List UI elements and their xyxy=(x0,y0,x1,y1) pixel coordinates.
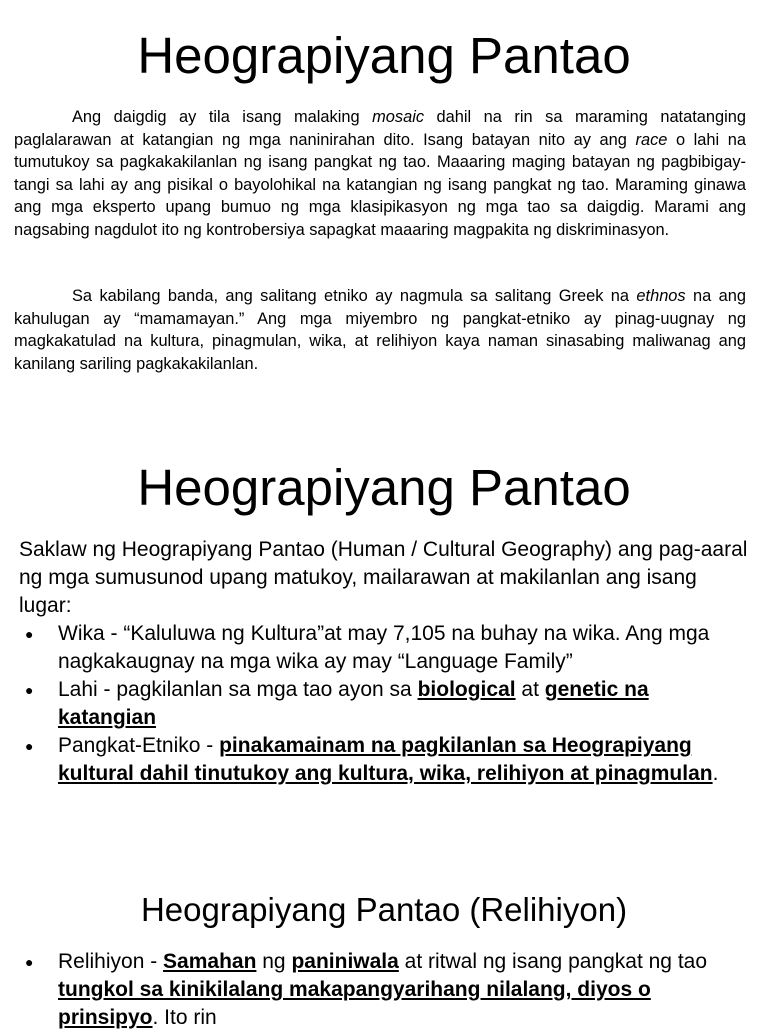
paragraph-text: Sa kabilang banda, ang salitang etniko ay nagmula sa salitang Greek na xyxy=(72,287,637,305)
list-item-lahi xyxy=(19,676,749,732)
religion-list xyxy=(19,948,749,1032)
paragraph-text: na ang kahulugan ay “mamamayan.” Ang mga miyembro ng pangkat-etniko ay pinag-uugnay ng magkakatulad na kultura, pinagmulan, wika, at relihiyon kaya naman sinasabing maliwanag ang kanilang sariling pagkakakilanlan. xyxy=(14,287,746,373)
emphasis-paniniwala: paniniwala xyxy=(291,950,399,973)
list-item-text: . Ito rin xyxy=(152,1006,217,1029)
list-item-text: Lahi - pagkilanlan sa mga tao ayon sa xyxy=(58,678,418,701)
italic-term-mosaic: mosaic xyxy=(372,108,425,126)
list-item-wika xyxy=(19,620,749,676)
list-item-relihiyon xyxy=(19,948,749,1032)
list-item-text: ng xyxy=(256,950,292,973)
list-item-text: Pangkat-Etniko - xyxy=(58,734,220,757)
list-item-text: . xyxy=(712,762,719,785)
emphasis-tungkol: tungkol sa kinikilalang makapangyarihang nilalang, diyos o prinsipyo xyxy=(58,978,651,1029)
section-title-1: Heograpiyang Pantao xyxy=(137,27,631,84)
list-item-text: at xyxy=(515,678,545,701)
italic-term-ethnos: ethnos xyxy=(636,287,686,305)
emphasis-genetic: genetic na katangian xyxy=(58,678,649,729)
paragraph-race xyxy=(14,106,746,241)
paragraph-text: Ang daigdig ay tila isang malaking xyxy=(72,108,373,126)
emphasis-samahan: Samahan xyxy=(163,950,257,973)
topic-list xyxy=(19,620,749,788)
list-item-text: Wika - “Kaluluwa ng Kultura”at may 7,105 na buhay na wika. Ang mga nagkakaugnay na mga wika ay may “Language Family” xyxy=(58,622,710,673)
paragraph-etniko xyxy=(14,285,746,375)
paragraph-text: o lahi na tumutukoy sa pagkakakilanlan ng isang pangkat ng tao. Maaaring maging batayan ng pagbibigay-tangi sa lahi ay ang pisikal o bayolohikal na katangian ng isang pangkat ng tao. Maraming ginawa ang mga eksperto upang bumuo ng mga klasipikasyon ng mga tao sa daigdig. Marami ang nagsabing nagdulot ito ng kontrobersiya sapagkat maaaring magpakita ng diskriminasyon. xyxy=(14,130,746,239)
section-title-2: Heograpiyang Pantao xyxy=(137,459,631,516)
list-item-pangkat-etniko xyxy=(19,732,749,788)
section-title-3: Heograpiyang Pantao (Relihiyon) xyxy=(140,891,628,928)
list-item-text: Relihiyon - xyxy=(58,950,164,973)
list-item-text: at ritwal ng isang pangkat ng tao xyxy=(398,950,708,973)
paragraph-text: dahil na rin sa maraming natatanging paglalarawan at katangian ng mga naninirahan dito. Isang batayan nito ay ang xyxy=(14,108,746,149)
emphasis-biological: biological xyxy=(417,678,516,701)
intro-paragraph: Saklaw ng Heograpiyang Pantao (Human / Cultural Geography) ang pag-aaral ng mga sumusunod upang matukoy, mailarawan at makilanlan ang isang lugar: xyxy=(19,538,748,617)
italic-term-race: race xyxy=(635,130,668,149)
emphasis-definition: pinakamainam na pagkilanlan sa Heograpiyang kultural dahil tinutukoy ang kultura, wika, relihiyon at pinagmulan xyxy=(58,734,713,785)
